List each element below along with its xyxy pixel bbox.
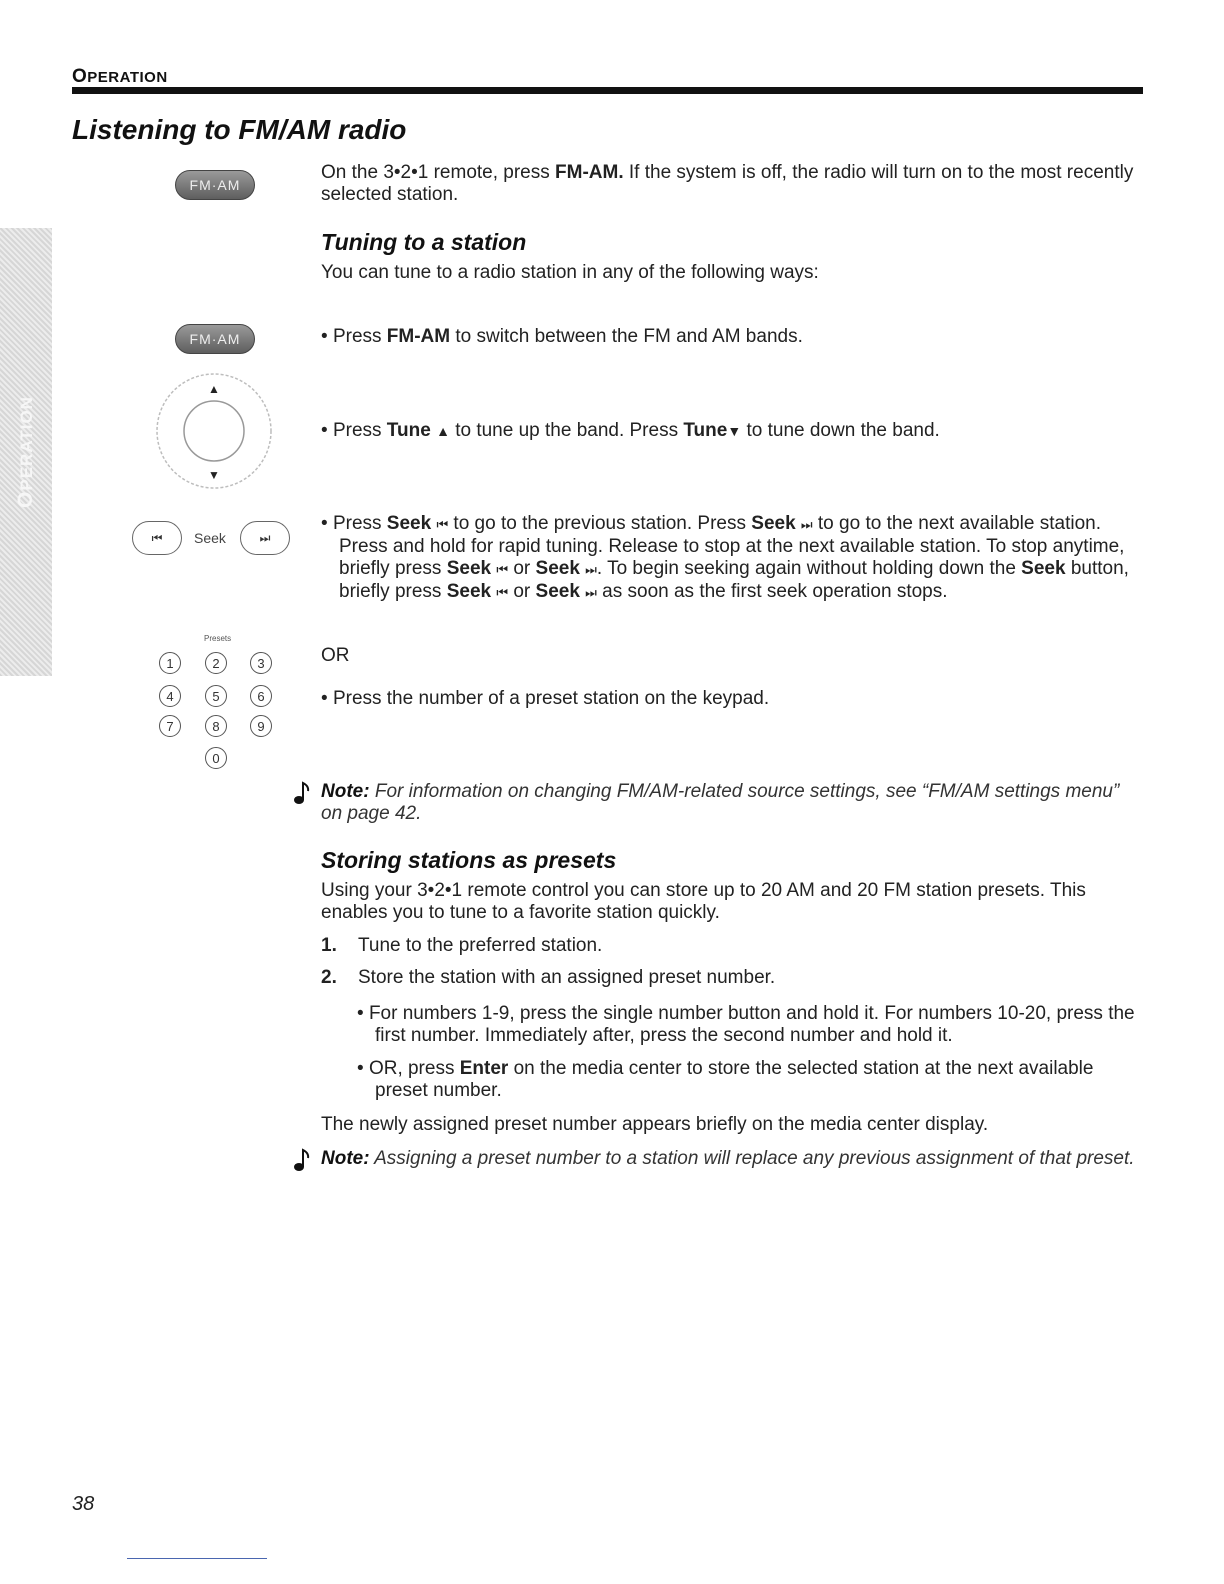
step-2: 2. Store the station with an assigned preset number. [321, 967, 776, 988]
music-note-icon [293, 1147, 313, 1173]
bullet-seek: • Press Seek ⏮ to go to the previous station. Press Seek ⏭ to go to the next available station. Press and hold for rapid tuning. Release to stop at the next available station. To stop anytime, briefly press Seek ⏮ or Seek ⏭. To begin seeking again without holding down the Seek button, briefly press Seek ⏮ or Seek ⏭ as soon as the first seek operation stops. [321, 513, 1129, 602]
key-1-icon: 1 [159, 652, 181, 674]
tune-down-icon: ▼ [208, 468, 220, 482]
seek-buttons-icon [132, 521, 292, 557]
tune-up-icon: ▲ [208, 382, 220, 396]
intro-paragraph: On the 3•2•1 remote, press FM-AM. If the system is off, the radio will turn on to the most recently selected station. [321, 162, 1134, 205]
note-icon [293, 780, 313, 811]
seek-label: Seek [194, 530, 226, 546]
footer-line [127, 1558, 267, 1559]
side-tab [0, 228, 52, 676]
page-title: Listening to FM/AM radio [72, 114, 407, 145]
music-note-icon [293, 780, 313, 806]
key-4-icon: 4 [159, 685, 181, 707]
key-0-icon: 0 [205, 747, 227, 769]
section-header: OPERATION [72, 66, 168, 87]
tuning-intro: You can tune to a radio station in any of the following ways: [321, 262, 819, 283]
note-icon [293, 1147, 313, 1178]
key-3-icon: 3 [250, 652, 272, 674]
key-5-icon: 5 [205, 685, 227, 707]
storing-outro: The newly assigned preset number appears briefly on the media center display. [321, 1114, 989, 1135]
key-2-icon: 2 [205, 652, 227, 674]
note-fm-am-settings: Note: For information on changing FM/AM-related source settings, see “FM/AM settings menu” on page 42. [321, 781, 1120, 824]
step-1: 1. Tune to the preferred station. [321, 935, 603, 956]
header-rule [72, 87, 1143, 94]
fm-am-button-icon: FM·AM [175, 170, 255, 200]
key-9-icon: 9 [250, 715, 272, 737]
tune-dial-icon [153, 370, 275, 492]
key-7-icon: 7 [159, 715, 181, 737]
bullet-fm-am: • Press FM-AM to switch between the FM and AM bands. [321, 326, 803, 347]
bullet-tune: • Press Tune ▲ to tune up the band. Press Tune▼ to tune down the band. [321, 420, 940, 441]
storing-heading: Storing stations as presets [321, 847, 617, 873]
tuning-heading: Tuning to a station [321, 229, 527, 255]
fm-am-button-icon: FM·AM [175, 324, 255, 354]
key-8-icon: 8 [205, 715, 227, 737]
storing-intro: Using your 3•2•1 remote control you can store up to 20 AM and 20 FM station presets. This enables you to tune to a favorite station quickly. [321, 880, 1086, 923]
note-preset-replace: Note: Assigning a preset number to a station will replace any previous assignment of that preset. [321, 1148, 1135, 1169]
page-number: 38 [72, 1493, 95, 1515]
side-tab-label: OPERATION [14, 396, 37, 508]
seek-next-icon: ⏭ [240, 521, 290, 555]
seek-previous-icon: ⏮ [132, 521, 182, 555]
sub-bullet-enter: • OR, press Enter on the media center to store the selected station at the next available preset number. [357, 1058, 1094, 1101]
or-text: OR [321, 645, 350, 666]
presets-label: Presets [204, 634, 232, 643]
sub-bullet-numbers: • For numbers 1-9, press the single number button and hold it. For numbers 10-20, press the first number. Immediately after, press the second number and hold it. [357, 1003, 1135, 1046]
key-6-icon: 6 [250, 685, 272, 707]
bullet-preset: • Press the number of a preset station on the keypad. [321, 688, 770, 709]
